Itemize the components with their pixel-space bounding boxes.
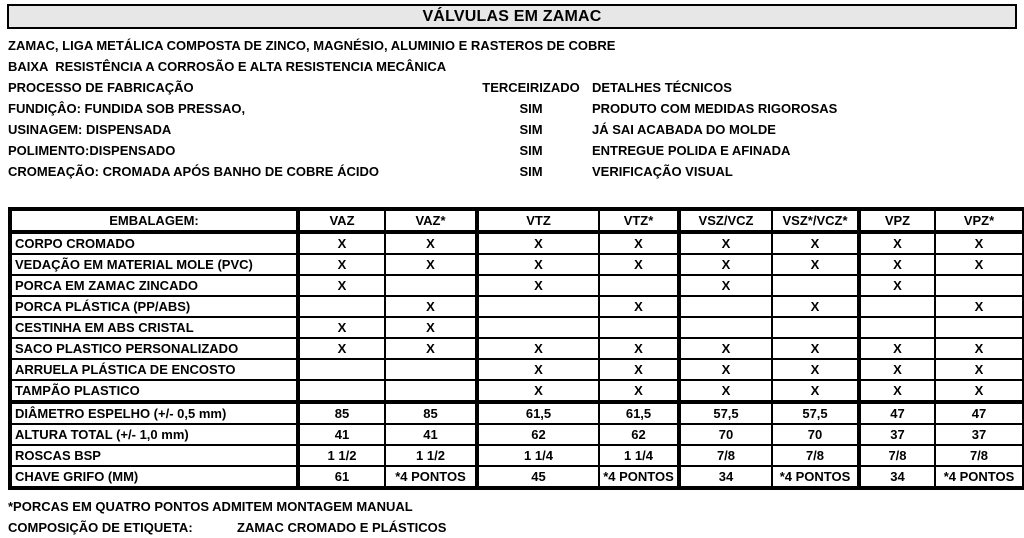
table-cell [298,380,385,402]
process-header-center: TERCEIRIZADO [482,80,580,95]
table-cell [477,296,599,317]
table-cell: X [477,254,599,275]
process-sim: SIM [519,143,543,158]
table-cell: X [385,338,477,359]
intro-section [0,29,1024,182]
page [0,4,1024,535]
row-label: SACO PLASTICO PERSONALIZADO [10,338,298,359]
table-cell [477,317,599,338]
table-cell: X [599,296,679,317]
row-label: TAMPÃO PLASTICO [10,380,298,402]
table-cell [859,317,935,338]
intro-line-resistance: BAIXA RESISTÊNCIA A CORROSÃO E ALTA RESISTENCIA MECÂNICA [8,59,447,74]
table-cell: X [599,254,679,275]
table-row [10,254,1024,275]
table-cell: X [385,254,477,275]
table-cell: 70 [679,424,772,445]
table-cell: X [679,232,772,254]
table-row [10,445,1024,466]
table-cell: X [385,317,477,338]
table-row [10,466,1024,488]
table-cell: X [935,254,1024,275]
process-detail: PRODUTO COM MEDIDAS RIGOROSAS [592,101,838,116]
table-cell: 47 [935,402,1024,424]
table-cell: 57,5 [772,402,859,424]
col-header: VTZ* [599,209,679,232]
table-cell: X [935,359,1024,380]
table-cell: X [298,275,385,296]
table-cell: X [859,232,935,254]
table-header-row [10,209,1024,232]
footnote-four-points: *PORCAS EM QUATRO PONTOS ADMITEM MONTAGEM MANUAL [8,499,413,514]
table-cell: X [679,254,772,275]
table-cell: X [477,232,599,254]
page-title: VÁLVULAS EM ZAMAC [422,7,602,25]
table-row [10,296,1024,317]
table-cell: 41 [385,424,477,445]
col-header: VPZ [859,209,935,232]
col-header-embalagem: EMBALAGEM: [10,209,298,232]
table-cell: 47 [859,402,935,424]
row-label: DIÂMETRO ESPELHO (+/- 0,5 mm) [10,402,298,424]
table-cell: *4 PONTOS [599,466,679,488]
table-cell: X [599,380,679,402]
table-cell: *4 PONTOS [385,466,477,488]
table-cell: X [298,254,385,275]
table-cell [385,380,477,402]
row-label: ROSCAS BSP [10,445,298,466]
table-cell: 62 [477,424,599,445]
table-row [10,232,1024,254]
process-row-usinagem [8,119,1024,140]
table-cell: X [599,359,679,380]
table-row [10,317,1024,338]
table-cell [298,296,385,317]
table-cell [679,317,772,338]
table-cell [935,275,1024,296]
table-cell: 41 [298,424,385,445]
table-cell: X [298,317,385,338]
col-header: VSZ/VCZ [679,209,772,232]
row-label: CHAVE GRIFO (MM) [10,466,298,488]
table-cell: X [935,296,1024,317]
table-row [10,380,1024,402]
process-label: FUNDIÇÂO: FUNDIDA SOB PRESSAO, [8,101,246,116]
row-label: ALTURA TOTAL (+/- 1,0 mm) [10,424,298,445]
process-detail: JÁ SAI ACABADA DO MOLDE [592,122,776,137]
table-cell [859,296,935,317]
table-row [10,359,1024,380]
table-cell [298,359,385,380]
table-row [10,424,1024,445]
table-cell: 62 [599,424,679,445]
title-banner [7,4,1017,29]
table-cell: X [477,275,599,296]
process-row-polimento [8,140,1024,161]
table-cell [599,275,679,296]
table-cell: 1 1/2 [385,445,477,466]
row-label: CESTINHA EM ABS CRISTAL [10,317,298,338]
table-cell: 70 [772,424,859,445]
table-cell: 1 1/4 [477,445,599,466]
table-cell: X [298,338,385,359]
col-header: VSZ*/VCZ* [772,209,859,232]
table-cell: X [772,359,859,380]
table-cell: 7/8 [935,445,1024,466]
table-cell: X [935,338,1024,359]
row-label: PORCA PLÁSTICA (PP/ABS) [10,296,298,317]
table-cell: X [772,338,859,359]
table-cell [935,317,1024,338]
table-cell: 1 1/2 [298,445,385,466]
table-cell: X [859,275,935,296]
table-cell: X [772,296,859,317]
table-cell: X [935,232,1024,254]
table-cell: X [599,338,679,359]
process-label: POLIMENTO:DISPENSADO [8,143,176,158]
process-label: CROMEAÇÃO: CROMADA APÓS BANHO DE COBRE ÁCIDO [8,164,379,179]
table-cell: X [385,232,477,254]
table-cell: X [385,296,477,317]
table-cell: X [859,380,935,402]
table-cell: 57,5 [679,402,772,424]
table-cell: X [679,338,772,359]
table-cell [385,275,477,296]
table-cell: *4 PONTOS [772,466,859,488]
table-cell: *4 PONTOS [935,466,1024,488]
col-header: VAZ [298,209,385,232]
table-cell: X [477,359,599,380]
packaging-spec-table [8,207,1024,490]
table-cell: X [772,254,859,275]
table-cell: 34 [859,466,935,488]
process-header-row [8,77,1024,98]
row-label: PORCA EM ZAMAC ZINCADO [10,275,298,296]
process-row-cromeacao [8,161,1024,182]
table-row [10,338,1024,359]
process-sim: SIM [519,164,543,179]
table-cell: X [477,380,599,402]
composition-value: ZAMAC CROMADO E PLÁSTICOS [237,520,447,535]
table-cell: X [772,380,859,402]
table-cell: X [859,254,935,275]
table-cell: 7/8 [859,445,935,466]
table-cell [772,275,859,296]
composition-label: COMPOSIÇÃO DE ETIQUETA: [8,520,193,535]
table-cell: X [298,232,385,254]
process-detail: ENTREGUE POLIDA E AFINADA [592,143,791,158]
table-cell: X [679,275,772,296]
table-row [10,275,1024,296]
table-cell: X [679,380,772,402]
col-header: VAZ* [385,209,477,232]
table-cell: 1 1/4 [599,445,679,466]
process-sim: SIM [519,122,543,137]
table-cell: 34 [679,466,772,488]
col-header: VPZ* [935,209,1024,232]
intro-line-alloy: ZAMAC, LIGA METÁLICA COMPOSTA DE ZINCO, MAGNÉSIO, ALUMINIO E RASTEROS DE COBRE [8,38,616,53]
table-cell [385,359,477,380]
table-cell: 61,5 [599,402,679,424]
table-cell: 7/8 [679,445,772,466]
table-cell: 85 [385,402,477,424]
table-cell [599,317,679,338]
col-header: VTZ [477,209,599,232]
table-cell: X [859,359,935,380]
process-label: USINAGEM: DISPENSADA [8,122,172,137]
table-cell: X [599,232,679,254]
row-label: CORPO CROMADO [10,232,298,254]
table-cell [772,317,859,338]
table-cell: X [859,338,935,359]
row-label: VEDAÇÃO EM MATERIAL MOLE (PVC) [10,254,298,275]
table-cell: X [679,359,772,380]
process-header-right: DETALHES TÉCNICOS [592,80,732,95]
process-sim: SIM [519,101,543,116]
table-cell: 7/8 [772,445,859,466]
table-cell: 61,5 [477,402,599,424]
table-cell: X [772,232,859,254]
table-cell: 37 [859,424,935,445]
process-header-left: PROCESSO DE FABRICAÇÃO [8,80,194,95]
table-cell [679,296,772,317]
table-cell: X [477,338,599,359]
process-row-fundicao [8,98,1024,119]
process-detail: VERIFICAÇÃO VISUAL [592,164,733,179]
row-label: ARRUELA PLÁSTICA DE ENCOSTO [10,359,298,380]
table-cell: X [935,380,1024,402]
table-cell: 61 [298,466,385,488]
table-cell: 45 [477,466,599,488]
footer-section [0,490,1024,538]
table-row [10,402,1024,424]
table-cell: 37 [935,424,1024,445]
table-cell: 85 [298,402,385,424]
